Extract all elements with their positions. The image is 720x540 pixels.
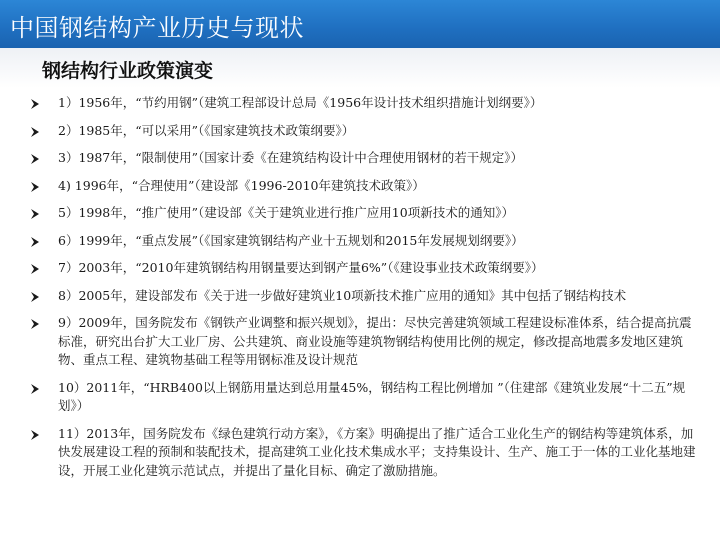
title-bar (0, 0, 720, 48)
list-item-text: 8）2005年，建设部发布《关于进一步做好建筑业10项新技术推广应用的通知》其中包括了钢结构技术 (58, 287, 627, 303)
policy-list (30, 94, 696, 489)
arrow-bullet-icon (30, 384, 40, 394)
list-item-text: 7）2003年，“2010年建筑钢结构用钢量要达到钢产量6%”（《建设事业技术政策纲要》） (58, 260, 544, 275)
section-subtitle: 钢结构行业政策演变 (42, 60, 214, 82)
arrow-bullet-icon (30, 209, 40, 219)
arrow-bullet-icon (30, 237, 40, 247)
list-item-text: 5）1998年，“推广使用”（建设部《关于建筑业进行推广应用10项新技术的通知》） (58, 205, 514, 220)
list-item (30, 314, 696, 370)
list-item-text: 2）1985年，“可以采用”（《国家建筑技术政策纲要》） (58, 122, 355, 138)
list-item (30, 287, 696, 306)
list-item (30, 204, 696, 223)
list-item-text: 9）2009年，国务院发布《钢铁产业调整和振兴规划》，提出：尽快完善建筑领域工程建设标准体系，结合提高抗震标准，研究出台扩大工业厂房、公共建筑、商业设施等建筑物钢结构使用比例的规定，修改提高地震多发地区建筑物、重点工程、建筑物基础工程等用钢标准及设计规范 (58, 315, 692, 367)
list-item-text: 4) 1996年，“合理使用”（建设部《1996-2010年建筑技术政策》） (58, 177, 425, 193)
list-item (30, 425, 696, 481)
arrow-bullet-icon (30, 264, 40, 274)
arrow-bullet-icon (30, 127, 40, 137)
list-item (30, 149, 696, 168)
list-item (30, 122, 696, 141)
list-item (30, 94, 696, 113)
list-item (30, 232, 696, 251)
arrow-bullet-icon (30, 430, 40, 440)
list-item (30, 379, 696, 416)
page-title: 中国钢结构产业历史与现状 (10, 14, 304, 42)
list-item (30, 259, 696, 278)
list-item-text: 11）2013年，国务院发布《绿色建筑行动方案》，《方案》明确提出了推广适合工业化生产的钢结构等建筑体系，加快发展建设工程的预制和装配技术，提高建筑工业化技术集成水平；支持集设计、生产、施工于一体的工业化基地建设，开展工业化建筑示范试点，并提出了量化目标、确定了激励措施。 (58, 425, 696, 478)
list-item-text: 1）1956年，“节约用钢”（建筑工程部设计总局《1956年设计技术组织措施计划纲要》） (58, 95, 543, 110)
arrow-bullet-icon (30, 154, 40, 164)
list-item-text: 10）2011年，“HRB400以上钢筋用量达到总用量45%，钢结构工程比例增加 ”（住建部《建筑业发展“十二五”规划》） (58, 379, 686, 413)
list-item-text: 6）1999年，“重点发展”（《国家建筑钢结构产业十五规划和2015年发展规划纲要》） (58, 232, 524, 248)
list-item-text: 3）1987年，“限制使用”（国家计委《在建筑结构设计中合理使用钢材的若干规定》） (58, 150, 524, 165)
arrow-bullet-icon (30, 292, 40, 302)
arrow-bullet-icon (30, 319, 40, 329)
arrow-bullet-icon (30, 182, 40, 192)
list-item (30, 177, 696, 196)
arrow-bullet-icon (30, 99, 40, 109)
